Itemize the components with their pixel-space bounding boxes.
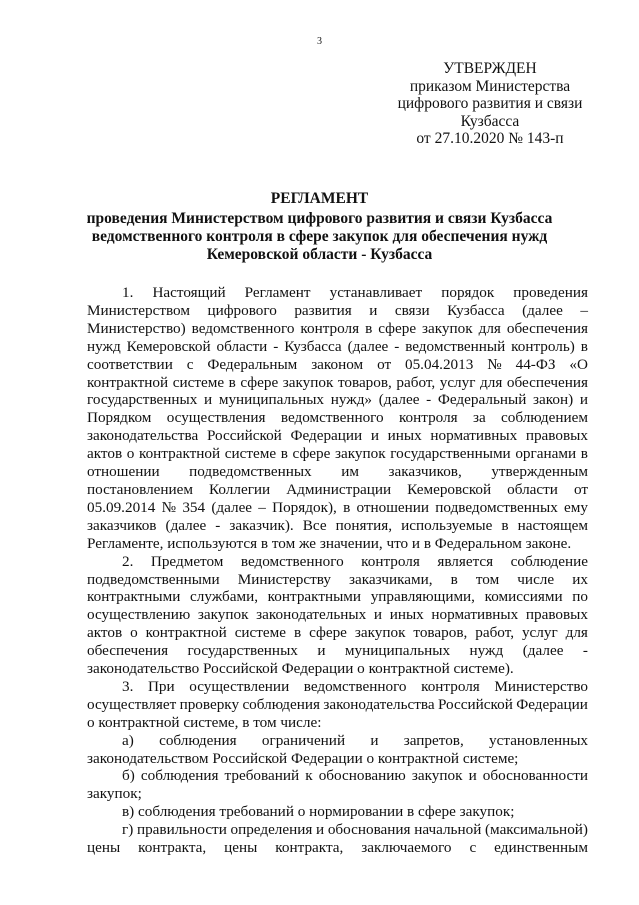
body-text-line <box>87 678 588 696</box>
body-word: обоснованию <box>318 767 406 785</box>
body-text-line <box>87 445 588 463</box>
body-word: связи <box>394 301 430 319</box>
body-word: Министерство <box>494 677 588 695</box>
body-text-line <box>87 588 588 606</box>
body-word: - <box>215 516 221 534</box>
body-word: заказчиков, <box>388 463 462 481</box>
body-word: в <box>228 373 236 391</box>
body-text-line <box>87 624 588 642</box>
body-word: Порядком <box>87 409 152 427</box>
body-word: законодательных <box>256 606 367 624</box>
body-word: их <box>572 570 588 588</box>
document-title-block <box>0 190 639 264</box>
body-word: цифрового <box>207 301 277 319</box>
body-word: - <box>394 337 400 355</box>
body-text-line: закупок; <box>87 785 142 803</box>
body-text-line <box>87 391 588 409</box>
body-word: порядок <box>441 284 495 301</box>
body-word: - <box>426 391 432 409</box>
body-word: в <box>365 319 373 337</box>
body-word: 44-ФЗ <box>515 355 556 373</box>
body-word: иных <box>389 606 424 624</box>
body-word: Кемеровской <box>126 337 211 355</box>
body-word: обеспечения <box>506 319 588 337</box>
body-word: контракта, <box>138 839 207 857</box>
body-word: соответствии <box>87 355 173 373</box>
body-word: нормативных <box>430 427 518 445</box>
body-word: - <box>582 642 588 660</box>
body-text-line <box>87 696 588 714</box>
body-text-line: о контрактной системе, в том числе: <box>87 713 322 731</box>
body-word: нужд <box>469 642 504 660</box>
body-word: соблюдение <box>510 552 588 570</box>
approval-stamp <box>370 60 610 148</box>
approval-line: приказом Министерства <box>409 77 571 95</box>
body-word: – <box>258 498 266 516</box>
body-word: товаров, <box>413 624 468 642</box>
body-word: Российской <box>437 695 513 713</box>
body-word: контроля <box>421 677 480 695</box>
body-word: Министерство) <box>87 319 186 337</box>
body-text-line <box>87 732 588 750</box>
body-word: для <box>480 373 503 391</box>
body-word: ведомственный <box>405 337 506 355</box>
approval-line: УТВЕРЖДЕН <box>443 60 537 77</box>
body-word: обеспечения <box>506 373 588 391</box>
body-text-line <box>87 338 588 356</box>
body-word: определения <box>230 821 313 839</box>
body-word: отношении <box>87 463 160 481</box>
body-word: в <box>280 445 288 463</box>
body-word: осуществлении <box>189 677 290 695</box>
body-word: закупок <box>197 606 249 624</box>
body-word: по <box>572 588 588 606</box>
body-word: Федеральный <box>437 391 527 409</box>
body-word: контроля <box>361 552 420 570</box>
body-word: соблюдением <box>501 409 588 427</box>
body-word: закупок <box>354 624 406 642</box>
body-word: услуг <box>439 373 476 391</box>
body-word: в <box>450 570 458 588</box>
body-word: товаров, <box>337 373 392 391</box>
body-word: понятия, <box>335 516 393 534</box>
body-word: (далее <box>378 391 420 409</box>
body-word: заказчиков <box>87 516 157 534</box>
body-word: Порядок), <box>272 498 337 516</box>
body-word: закупок <box>334 445 386 463</box>
body-word: ограничений <box>261 731 346 749</box>
body-word: том <box>475 570 500 588</box>
body-word: 3. <box>122 677 134 695</box>
body-word: обоснования <box>327 821 411 839</box>
body-word: системе <box>234 624 287 642</box>
body-word: ведомственного <box>280 409 384 427</box>
body-word: ведомственного <box>191 319 295 337</box>
body-word: и <box>369 301 378 319</box>
body-word: в <box>343 498 351 516</box>
body-word: Администрации <box>286 480 392 498</box>
body-word: начальной <box>414 821 482 839</box>
body-word: с <box>469 839 477 857</box>
body-word: № <box>161 498 177 516</box>
body-word: от <box>573 480 588 498</box>
body-word: г) <box>122 821 134 839</box>
body-word: подведомственных <box>189 463 312 481</box>
body-text-line <box>87 553 588 571</box>
body-word: нужд <box>87 337 121 355</box>
body-word: Российской <box>206 427 282 445</box>
body-word: Регламент <box>244 284 311 301</box>
body-word: услуг <box>521 624 558 642</box>
body-word: правовых <box>525 427 588 445</box>
body-word: актов <box>87 445 123 463</box>
body-word: сфере <box>309 624 347 642</box>
body-word: требований <box>224 767 300 785</box>
body-word: Все <box>302 516 327 534</box>
body-text-line <box>87 481 588 499</box>
body-word: осуществления <box>166 409 266 427</box>
body-word: в <box>580 445 588 463</box>
body-word: им <box>341 463 359 481</box>
body-word: контрактной <box>145 624 227 642</box>
body-word: 354 <box>182 498 206 516</box>
body-word: от <box>377 355 392 373</box>
body-word: системе <box>224 445 277 463</box>
body-word: законодательства <box>323 695 435 713</box>
body-word: в <box>580 337 588 355</box>
page-number: 3 <box>317 36 322 47</box>
document-title: РЕГЛАМЕНТ <box>270 190 369 207</box>
body-word: работ, <box>396 373 436 391</box>
body-word: в <box>501 516 509 534</box>
body-word: цены <box>224 839 258 857</box>
body-word: развития <box>294 301 352 319</box>
body-word: контракта, <box>275 839 344 857</box>
body-word: закупок <box>282 373 334 391</box>
body-word: осуществляет <box>87 695 177 713</box>
body-text-line: законодательство Российской Федерации о контрактной системе). <box>87 660 514 678</box>
body-word: является <box>437 552 494 570</box>
body-word: ведомственного <box>240 552 344 570</box>
body-word: заказчик). <box>229 516 294 534</box>
body-word: Федеральным <box>207 355 298 373</box>
body-word: а) <box>122 731 134 749</box>
body-word: закупок <box>411 767 463 785</box>
document-body <box>87 284 588 857</box>
body-word: государственными <box>390 445 511 463</box>
body-text-line <box>87 320 588 338</box>
body-word: за <box>472 409 486 427</box>
body-word: службами, <box>190 588 259 606</box>
approval-line: Кузбасса <box>460 112 520 130</box>
body-text-line <box>87 821 588 839</box>
body-word: (далее <box>347 337 389 355</box>
body-word: работ, <box>475 624 514 642</box>
body-word: (далее <box>522 642 564 660</box>
body-word: 2. <box>122 552 134 570</box>
body-word: для <box>565 624 588 642</box>
body-word: контрактными <box>87 588 181 606</box>
document-subtitle-line: ведомственного контроля в сфере закупок для обеспечения нужд <box>91 228 548 245</box>
body-word: закон) <box>533 391 574 409</box>
body-text-line <box>87 409 588 427</box>
body-word: настоящем <box>517 516 588 534</box>
body-word: муниципальных <box>344 642 451 660</box>
body-word: проверку <box>179 695 240 713</box>
body-text-line <box>87 499 588 517</box>
body-word: государственных <box>187 642 298 660</box>
body-word: управляющими, <box>370 588 475 606</box>
body-word: заключаемого <box>361 839 452 857</box>
body-word: б) <box>122 767 135 785</box>
body-text-line <box>87 606 588 624</box>
body-word: правовых <box>525 606 588 624</box>
body-word: числе <box>517 570 555 588</box>
document-subtitle-line: Кемеровской области - Кузбасса <box>206 246 433 263</box>
body-text-line <box>87 517 588 535</box>
body-word: к <box>305 767 313 785</box>
body-word: области <box>216 337 268 355</box>
body-word: обоснованности <box>482 767 588 785</box>
body-word: обеспечения <box>87 642 169 660</box>
body-word: Министерством <box>87 301 190 319</box>
body-word: и <box>579 391 588 409</box>
body-word: При <box>147 677 175 695</box>
body-word: о <box>130 624 138 642</box>
body-word: контрактными <box>267 588 362 606</box>
body-word: закупок <box>422 319 473 337</box>
body-word: постановлением <box>87 480 194 498</box>
body-word: 1. <box>122 284 134 301</box>
body-word: Предметом <box>150 552 224 570</box>
body-word: контроль) <box>511 337 575 355</box>
body-word: муниципальных <box>218 391 324 409</box>
body-word: системе <box>172 373 225 391</box>
body-text-line <box>87 284 588 302</box>
body-word: соблюдения <box>242 695 320 713</box>
body-word: Кузбасса <box>284 337 342 355</box>
body-word: соблюдения <box>159 731 237 749</box>
body-word: Кузбасса <box>447 301 505 319</box>
body-word: и <box>370 427 379 445</box>
body-word: ведомственного <box>303 677 407 695</box>
body-word: законом <box>311 355 364 373</box>
body-text-line <box>87 356 588 374</box>
body-word: Федерации <box>516 695 588 713</box>
body-word: сфере <box>378 319 417 337</box>
body-word: – <box>580 301 588 319</box>
body-word: устанавливает <box>329 284 423 301</box>
body-text-line <box>87 767 588 785</box>
body-word: области <box>507 480 558 498</box>
body-word: и <box>317 642 326 660</box>
document-subtitle-line: проведения Министерством цифрового развития и связи Кузбасса <box>86 210 553 227</box>
body-word: Федерации <box>290 427 363 445</box>
body-word: контрактной <box>87 373 169 391</box>
body-word: с <box>186 355 194 373</box>
body-word: актов <box>87 624 123 642</box>
body-text-line <box>87 642 588 660</box>
body-text-line <box>87 374 588 392</box>
body-word: подведомственными <box>87 570 220 588</box>
body-word: (далее <box>165 516 207 534</box>
body-word: комиссиями <box>484 588 563 606</box>
body-word: в <box>293 624 302 642</box>
body-word: заказчиками, <box>349 570 433 588</box>
body-word: и <box>370 731 379 749</box>
body-word: нужд» <box>330 391 373 409</box>
body-word: Настоящий <box>152 284 226 301</box>
body-word: цены <box>87 839 121 857</box>
body-text-line <box>87 302 588 320</box>
body-word: подведомственных <box>435 498 558 516</box>
body-word: Кемеровской <box>407 480 492 498</box>
body-word: осуществлению <box>87 606 191 624</box>
body-word: (максимальной) <box>485 821 588 839</box>
body-word: единственным <box>494 839 588 857</box>
body-word: правильности <box>136 821 227 839</box>
body-word: (далее <box>522 301 563 319</box>
body-word: № <box>487 355 502 373</box>
body-word: «О <box>569 355 588 373</box>
body-text-line <box>87 463 588 481</box>
body-word: и <box>204 391 213 409</box>
body-word: контроля <box>300 319 360 337</box>
body-word: и <box>373 606 383 624</box>
approval-line: от 27.10.2020 № 143-п <box>416 130 564 147</box>
body-text-line <box>87 571 588 589</box>
body-word: используемые <box>401 516 493 534</box>
body-word: установленных <box>489 731 588 749</box>
body-word: для <box>478 319 501 337</box>
body-word: проведения <box>513 284 588 301</box>
body-word: сфере <box>240 373 279 391</box>
body-word: сфере <box>292 445 331 463</box>
body-word: (далее <box>211 498 253 516</box>
body-word: 05.09.2014 <box>87 498 156 516</box>
body-word: о <box>126 445 135 463</box>
body-text-line: законодательством Российской Федерации о контрактной системе; <box>87 749 519 767</box>
body-word: государственных <box>87 391 198 409</box>
body-word: и <box>468 767 477 785</box>
body-text-line <box>87 427 588 445</box>
body-word: нормативных <box>431 606 519 624</box>
body-word: иных <box>387 427 422 445</box>
body-text-line <box>87 839 588 857</box>
body-word: утвержденным <box>491 463 588 481</box>
body-text-line: в) соблюдения требований о нормировании в сфере закупок; <box>122 803 515 821</box>
body-word: Коллегии <box>209 480 271 498</box>
body-word: органами <box>515 445 577 463</box>
body-word: Министерству <box>237 570 331 588</box>
body-word: 05.04.2013 <box>404 355 474 373</box>
body-word: соблюдения <box>140 767 219 785</box>
body-word: - <box>273 337 279 355</box>
body-word: и <box>316 821 325 839</box>
body-word: контрактной <box>138 445 221 463</box>
body-word: ему <box>564 498 588 516</box>
body-word: законодательства <box>87 427 199 445</box>
body-word: отношении <box>356 498 430 516</box>
body-word: запретов, <box>403 731 464 749</box>
body-word: контроля <box>398 409 458 427</box>
body-text-line: Регламенте, используются в том же значении, что и в Федеральном законе. <box>87 534 572 552</box>
approval-line: цифрового развития и связи <box>397 95 583 112</box>
